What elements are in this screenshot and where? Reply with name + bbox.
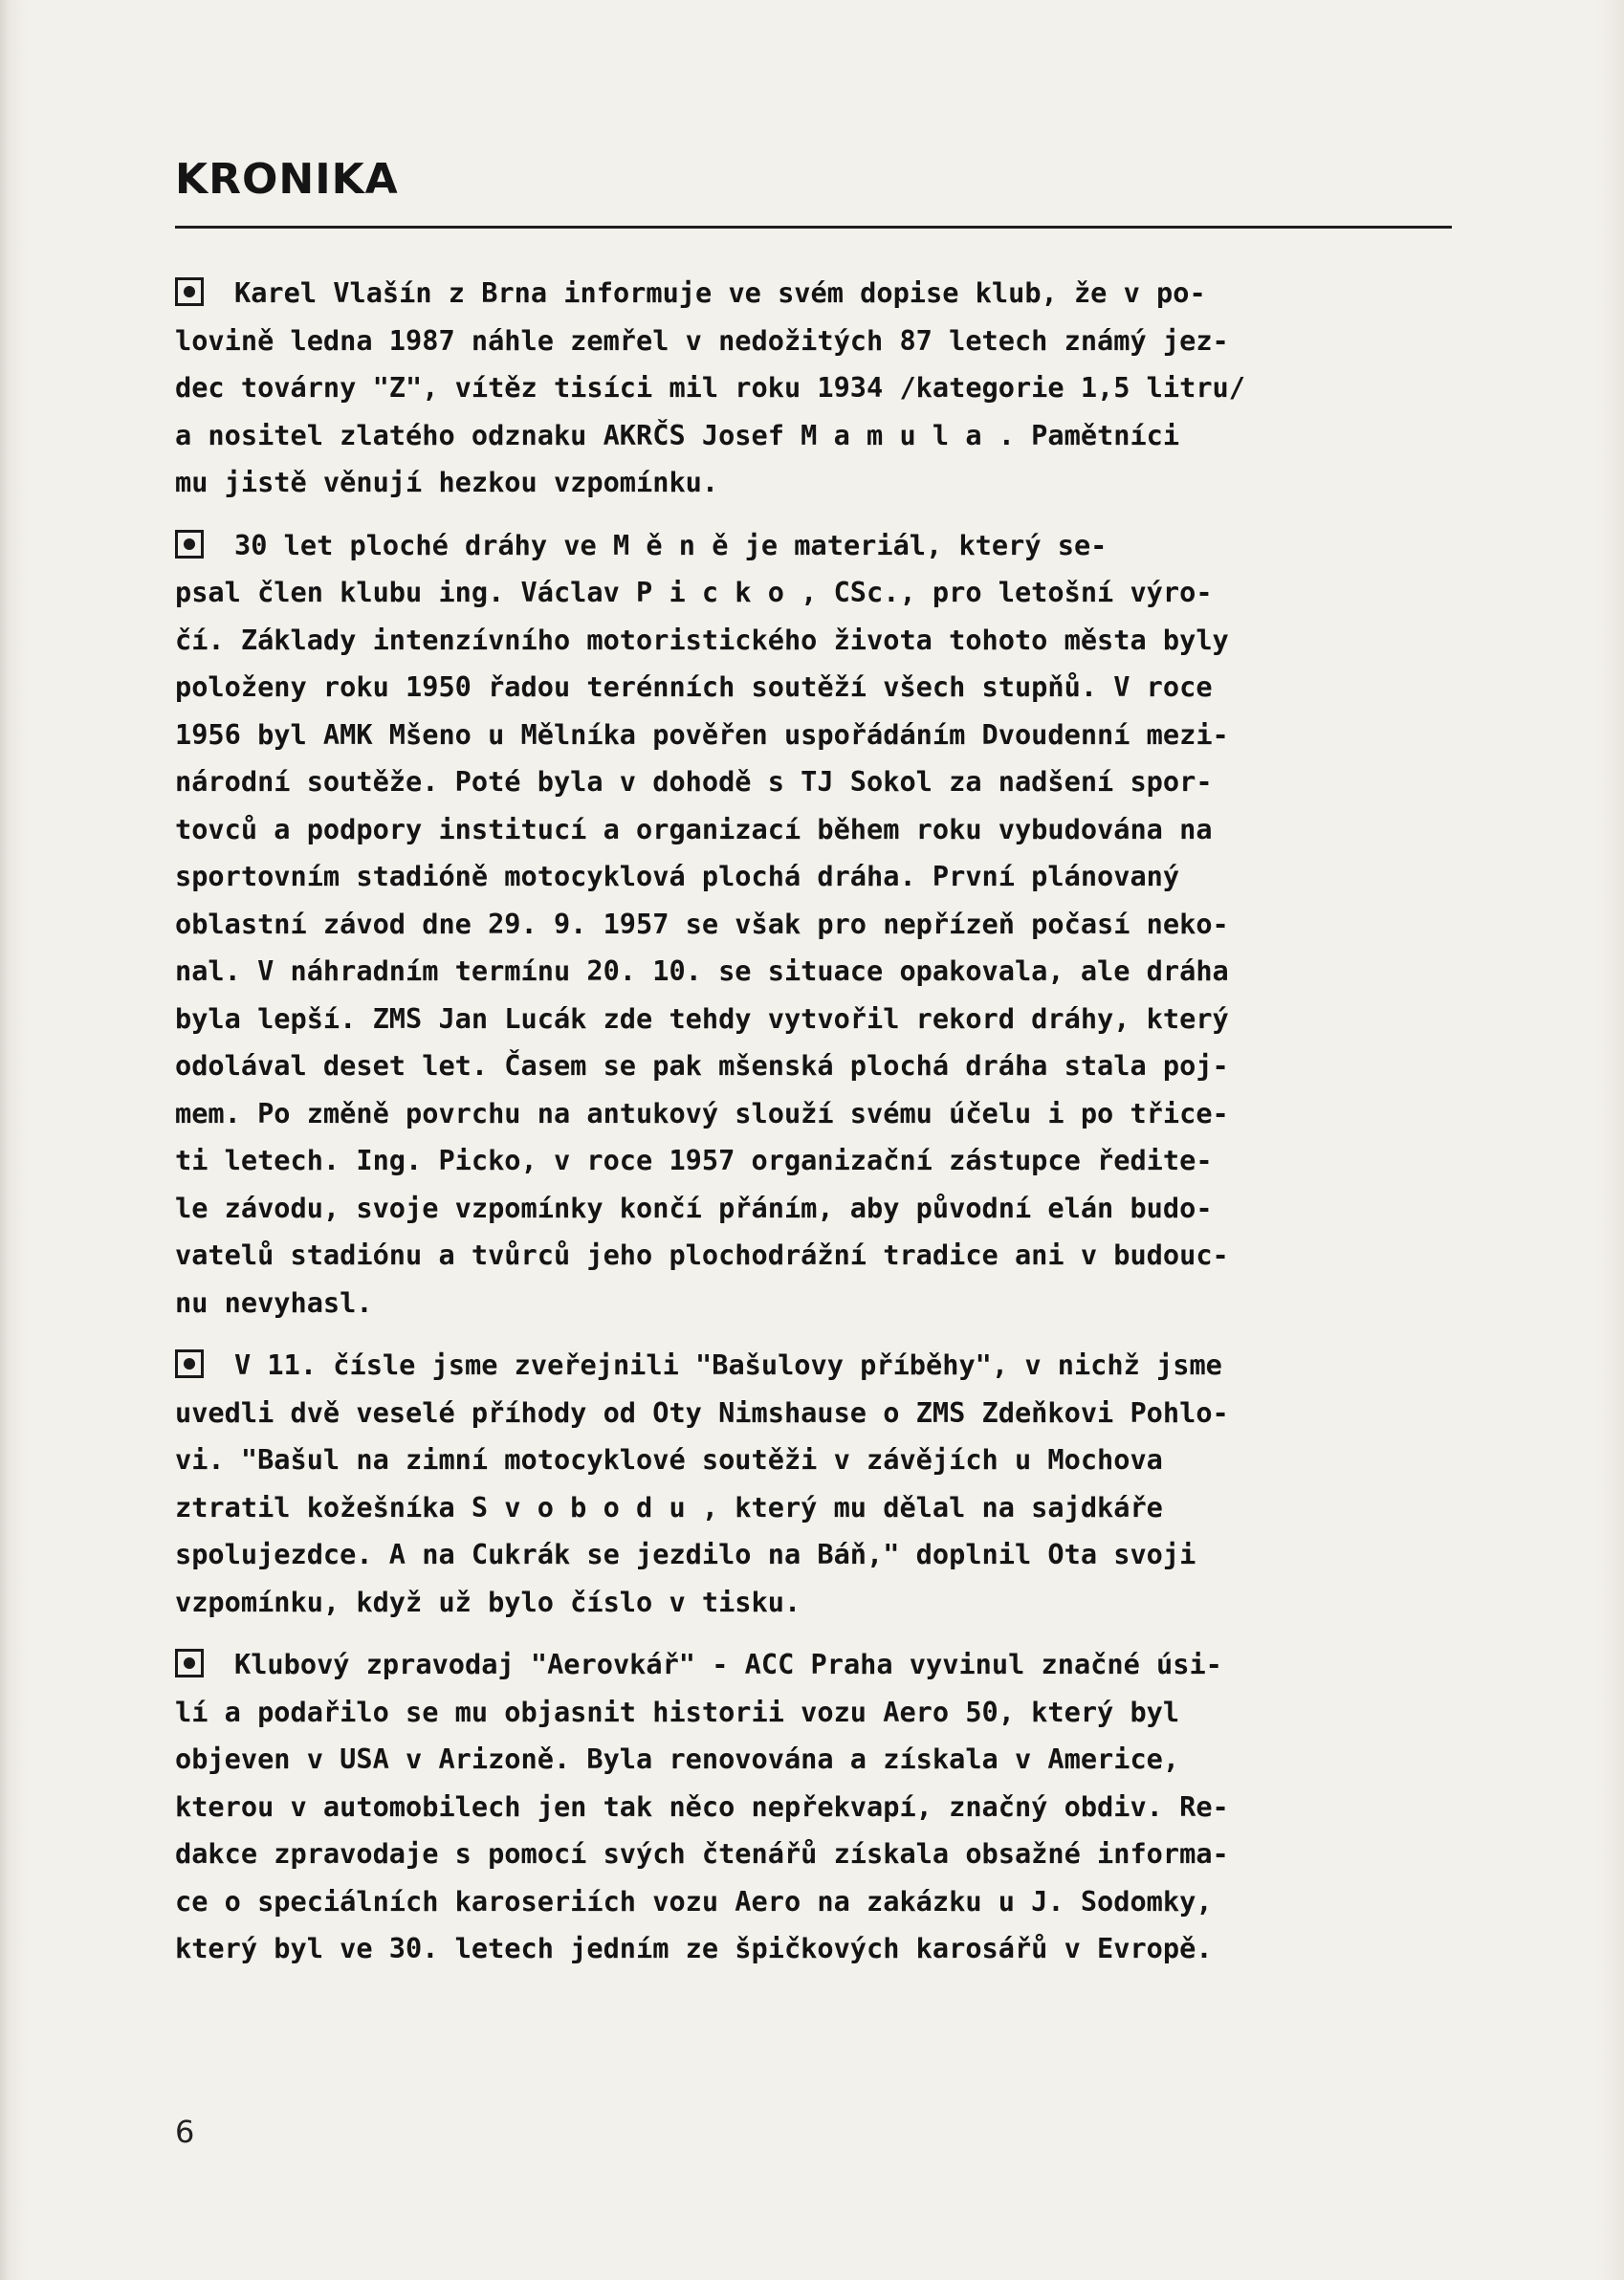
text-line: ce o speciálních karoseriích vozu Aero na zakázku u J. Sodomky, <box>175 1884 1213 1918</box>
text-line: ti letech. Ing. Picko, v roce 1957 organizační zástupce ředite- <box>175 1144 1213 1176</box>
text-line: vatelů stadiónu a tvůrců jeho plochodrážní tradice ani v budouc- <box>175 1239 1229 1271</box>
page-number: 6 <box>175 2114 195 2150</box>
chronicle-entry <box>175 1342 1457 1626</box>
text-line: čí. Základy intenzívního motoristického života tohoto města byly <box>175 623 1229 656</box>
text-line: uvedli dvě veselé příhody od Oty Nimshause o ZMS Zdeňkovi Pohlo- <box>175 1395 1229 1429</box>
text-line: objeven v USA v Arizoně. Byla renovována a získala v Americe, <box>175 1743 1180 1775</box>
text-line: který byl ve 30. letech jedním ze špičkových karosářů v Evropě. <box>175 1932 1213 1964</box>
text-line: 1956 byl AMK Mšeno u Mělníka pověřen uspořádáním Dvoudenní mezi- <box>175 717 1229 751</box>
text-line: byla lepší. ZMS Jan Lucák zde tehdy vytvořil rekord dráhy, který <box>175 1001 1229 1035</box>
line-text: V 11. čísle jsme zveřejnili "Bašulovy příběhy", v nichž jsme <box>234 1348 1222 1381</box>
text-line: oblastní závod dne 29. 9. 1957 se však pro nepřízeň počasí neko- <box>175 907 1229 940</box>
text-line: kterou v automobilech jen tak něco nepřekvapí, značný obdiv. Re- <box>175 1789 1229 1823</box>
text-line: a nositel zlatého odznaku AKRČS Josef M a m u l a . Pamětníci <box>175 418 1180 451</box>
text-line: tovců a podpory institucí a organizací během roku vybudována na <box>175 812 1213 845</box>
text-line <box>175 522 1457 570</box>
text-line: odolával deset let. Časem se pak mšenská plochá dráha stala poj- <box>175 1049 1229 1082</box>
text-line: lovině ledna 1987 náhle zemřel v nedožitých 87 letech známý jez- <box>175 323 1229 357</box>
text-line: mu jistě věnují hezkou vzpomínku. <box>175 466 719 498</box>
text-line: vzpomínku, když už bylo číslo v tisku. <box>175 1585 801 1618</box>
text-line: národní soutěže. Poté byla v dohodě s TJ Sokol za nadšení spor- <box>175 765 1213 798</box>
text-line <box>175 1342 1457 1390</box>
text-line <box>175 270 1457 318</box>
chronicle-entry <box>175 522 1457 1327</box>
text-line: mem. Po změně povrchu na antukový slouží svému účelu i po třice- <box>175 1096 1229 1129</box>
text-line: nu nevyhasl. <box>175 1285 373 1319</box>
text-line: vi. "Bašul na zimní motocyklové soutěži v závějích u Mochova <box>175 1443 1163 1476</box>
text-line: položeny roku 1950 řadou terénních soutěží všech stupňů. V roce <box>175 670 1213 703</box>
title-divider <box>175 226 1452 229</box>
line-text: Klubový zpravodaj "Aerovkář" - ACC Praha vyvinul značné úsi- <box>234 1648 1222 1680</box>
text-line <box>175 1641 1457 1689</box>
bullet-icon <box>175 277 204 306</box>
chronicle-entry <box>175 270 1457 507</box>
text-line: nal. V náhradním termínu 20. 10. se situace opakovala, ale dráha <box>175 954 1229 987</box>
chronicle-entry <box>175 1641 1457 1973</box>
text-line: spolujezdce. A na Cukrák se jezdilo na Báň," doplnil Ota svoji <box>175 1538 1196 1570</box>
text-line: dakce zpravodaje s pomocí svých čtenářů získala obsažné informa- <box>175 1837 1229 1870</box>
text-line: le závodu, svoje vzpomínky končí přáním, aby původní elán budo- <box>175 1191 1213 1224</box>
bullet-icon <box>175 530 204 559</box>
text-line: ztratil kožešníka S v o b o d u , který mu dělal na sajdkáře <box>175 1490 1163 1524</box>
bullet-icon <box>175 1649 204 1677</box>
text-line: psal člen klubu ing. Václav P i c k o , CSc., pro letošní výro- <box>175 576 1213 608</box>
page-title: KRONIKA <box>175 155 399 204</box>
text-line: lí a podařilo se mu objasnit historii vozu Aero 50, který byl <box>175 1695 1180 1728</box>
line-text: 30 let ploché dráhy ve M ě n ě je materiál, který se- <box>234 528 1108 561</box>
text-line: dec továrny "Z", vítěz tisíci mil roku 1934 /kategorie 1,5 litru/ <box>175 371 1245 404</box>
text-line: sportovním stadióně motocyklová plochá dráha. První plánovaný <box>175 860 1180 892</box>
article-body <box>175 270 1457 1988</box>
bullet-icon <box>175 1349 204 1378</box>
line-text: Karel Vlašín z Brna informuje ve svém dopise klub, že v po- <box>234 276 1206 309</box>
